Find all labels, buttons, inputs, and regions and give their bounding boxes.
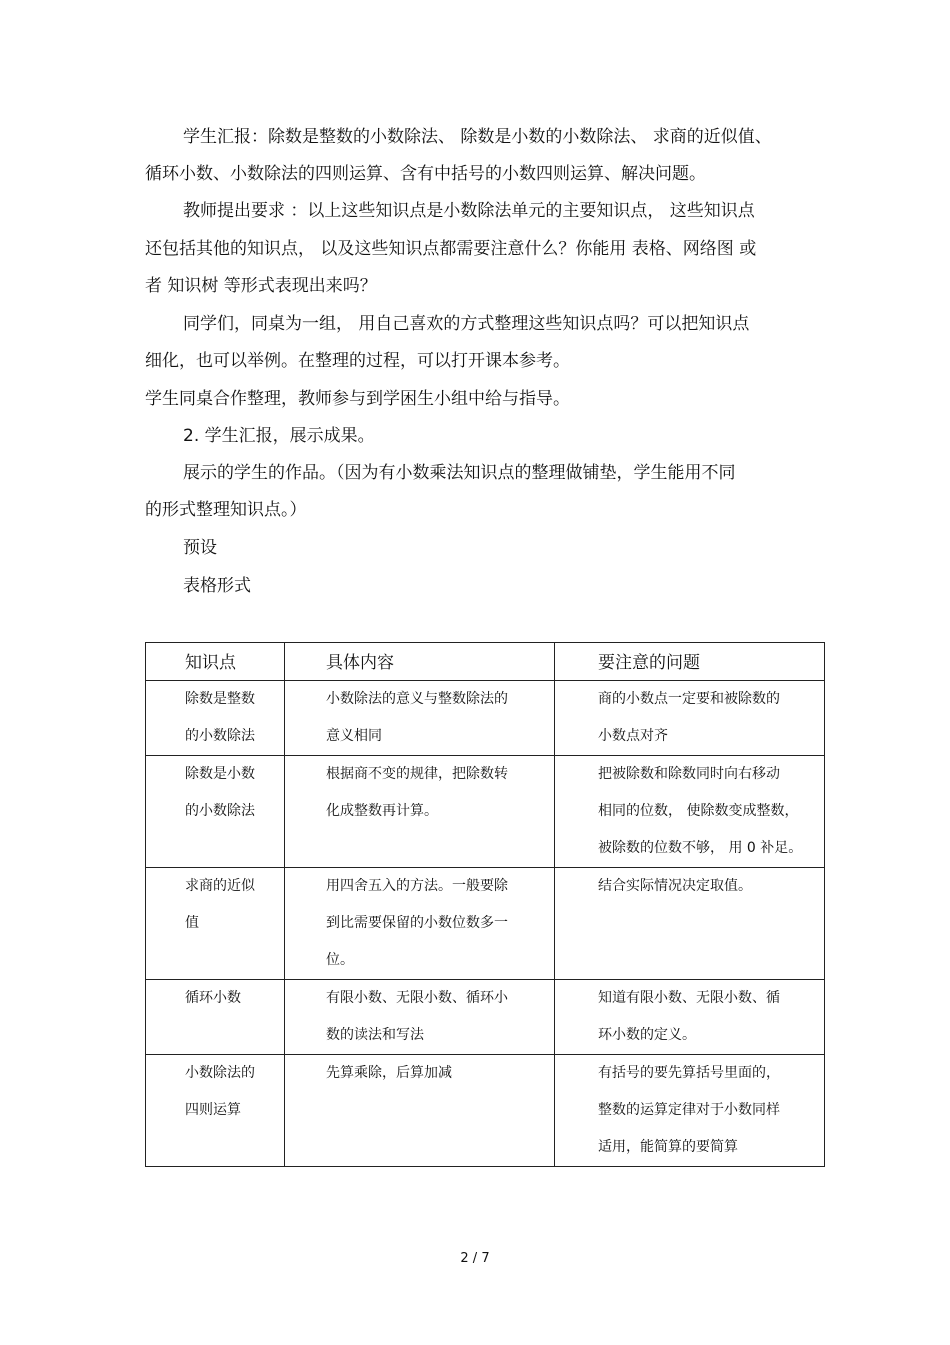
cell-text-line: 知道有限小数、无限小数、循 [598,990,780,1006]
cell-text-line: 适用，能简算的要简算 [598,1139,738,1155]
table-row [146,868,825,980]
paragraph-line: 学生同桌合作整理，教师参与到学困生小组中给与指导。 [145,389,570,409]
content-cell [285,756,555,868]
cell-text-line: 到比需要保留的小数位数多一 [326,915,508,931]
header-cell-topic: 知识点 [146,643,285,681]
cell-text-line: 值 [185,915,199,931]
table-row [146,1055,825,1167]
cell-text-line: 先算乘除，后算加减 [326,1065,452,1081]
content-cell [285,980,555,1055]
table-row [146,756,825,868]
paragraph-line: 2. 学生汇报，展示成果。 [183,426,375,446]
cell-text-line: 把被除数和除数同时向右移动 [598,766,780,782]
paragraph-line: 还包括其他的知识点， 以及这些知识点都需要注意什么？你能用 表格、网络图 或 [145,239,757,259]
paragraph-line: 的形式整理知识点。） [145,500,307,520]
cell-text-line: 有括号的要先算括号里面的， [598,1065,780,1081]
paragraph-line: 学生汇报：除数是整数的小数除法、 除数是小数的小数除法、 求商的近似值、 [183,127,772,147]
cell-text-line: 被除数的位数不够， 用 0 补足。 [598,840,803,856]
cell-text-line: 环小数的定义。 [598,1027,696,1043]
topic-cell [146,980,285,1055]
cell-text-line: 根据商不变的规律，把除数转 [326,766,508,782]
cell-text-line: 位。 [326,952,354,968]
content-cell [285,681,555,756]
cell-text-line: 除数是整数 [185,691,255,707]
page-number: 2 / 7 [460,1251,490,1266]
paragraph-line: 细化，也可以举例。在整理的过程，可以打开课本参考。 [145,351,570,371]
cell-text-line: 除数是小数 [185,766,255,782]
cell-text-line: 有限小数、无限小数、循环小 [326,990,508,1006]
cell-text-line: 小数除法的 [185,1065,255,1081]
paragraph-line: 预设 [183,538,217,558]
header-cell-notes: 要注意的问题 [555,643,825,681]
cell-text-line: 意义相同 [326,728,382,744]
cell-text-line: 用四舍五入的方法。一般要除 [326,878,508,894]
paragraph-line: 者 知识树 等形式表现出来吗？ [145,276,377,296]
cell-text-line: 数的读法和写法 [326,1027,424,1043]
topic-cell [146,681,285,756]
cell-text-line: 四则运算 [185,1102,241,1118]
paragraph-line: 循环小数、小数除法的四则运算、含有中括号的小数四则运算、解决问题。 [145,164,706,184]
topic-cell [146,756,285,868]
table-row [146,980,825,1055]
cell-text-line: 循环小数 [185,990,241,1006]
knowledge-summary-table [145,642,825,1167]
notes-cell [555,1055,825,1167]
content-cell [285,1055,555,1167]
notes-cell [555,980,825,1055]
cell-text-line: 化成整数再计算。 [326,803,438,819]
cell-text-line: 相同的位数， 使除数变成整数， [598,803,799,819]
table-row [146,681,825,756]
table-header-row [146,643,825,681]
cell-text-line: 求商的近似 [185,878,255,894]
paragraph-line: 表格形式 [183,576,251,596]
content-cell [285,868,555,980]
paragraph-line: 教师提出要求 ：以上这些知识点是小数除法单元的主要知识点， 这些知识点 [183,201,755,221]
cell-text-line: 小数点对齐 [598,728,668,744]
notes-cell [555,868,825,980]
cell-text-line: 的小数除法 [185,728,255,744]
cell-text-line: 商的小数点一定要和被除数的 [598,691,780,707]
topic-cell [146,868,285,980]
notes-cell [555,756,825,868]
header-cell-content: 具体内容 [285,643,555,681]
topic-cell [146,1055,285,1167]
cell-text-line: 的小数除法 [185,803,255,819]
paragraph-line: 同学们，同桌为一组， 用自己喜欢的方式整理这些知识点吗？可以把知识点 [183,314,750,334]
cell-text-line: 结合实际情况决定取值。 [598,878,752,894]
cell-text-line: 整数的运算定律对于小数同样 [598,1102,780,1118]
notes-cell [555,681,825,756]
cell-text-line: 小数除法的意义与整数除法的 [326,691,508,707]
paragraph-line: 展示的学生的作品。（因为有小数乘法知识点的整理做铺垫，学生能用不同 [183,463,736,483]
